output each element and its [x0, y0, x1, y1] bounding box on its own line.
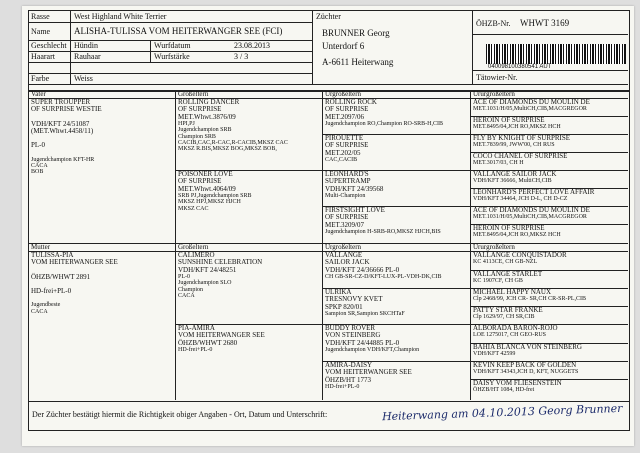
gg-grandparent-reg: MET.1031/H/05,MultiCH,CIB,MACGREGOR	[473, 214, 587, 221]
grandparent-line: MKSZ R.BIS,MKSZ BOG,MKSZ BOB,	[178, 146, 277, 153]
great-grandparent-line: VDH/KFT 24/36666 PL-0	[325, 265, 400, 274]
rasse-value: West Highland White Terrier	[74, 12, 167, 21]
great-grandparent-line: MET.2097/06	[325, 112, 364, 121]
chip-barcode	[486, 44, 626, 64]
zuechter-label: Züchter	[316, 12, 341, 21]
gg-grandparent-cell	[473, 325, 627, 343]
great-grandparent-line: CH GB-SR-CZ-D/KFT-LUX-PL-VDH-DK,CIB	[325, 274, 442, 281]
gg-grandparent-name: KEVIN KEEP BACK OF GOLDEN	[473, 362, 577, 369]
grandparent-line: Jugendchampion SLO	[178, 280, 232, 287]
grandparent-line: SUNSHINE CELEBRATION	[178, 258, 263, 267]
name-value: ALISHA-TULISSA VOM HEITERWANGER SEE (FCI)	[74, 26, 283, 36]
zuechter-name: BRUNNER Georg	[322, 28, 390, 38]
great-grandparent-line: Jugendchampion RO,Champion RO-SRB-H,CIB	[325, 121, 443, 128]
mother-line: HD-frei+PL-0	[31, 287, 72, 296]
great-grandparent-line: TRESNOVY KVET	[325, 295, 383, 304]
grandparent-line: HPI,PJ	[178, 121, 195, 128]
great-grandparent-line: HD-frei+PL-0	[325, 384, 360, 391]
gg-grandparent-reg: MET.8495/04,JCH RO,MKSZ HCH	[473, 124, 561, 131]
grandparent-line: PIA-AMIRA	[178, 325, 215, 332]
father-line: BOB	[31, 169, 44, 176]
grandparent-line: VDH/KFT 24/48251	[178, 265, 237, 274]
grandparent-line: SRB PJ,Jugendchampion SRB	[178, 193, 252, 200]
grandparent-cell	[178, 252, 320, 324]
gg-grandparent-cell	[473, 189, 627, 206]
gg-grandparent-name: HEROIN OF SURPRISE	[473, 117, 545, 124]
col-urgrosseltern-2: Urgroßeltern	[325, 243, 362, 251]
gg-grandparent-name: VALLANGE SAILOR JACK	[473, 171, 557, 178]
gg-grandparent-cell	[473, 135, 627, 152]
great-grandparent-line: MET.202/05	[325, 148, 361, 157]
gg-grandparent-reg: MET.7839/99, JWW'00, CH RUS	[473, 142, 555, 149]
mother-line: ÖHZB/WHWT 2891	[31, 272, 91, 281]
gg-grandparent-name: ALBORADA BARON-ROJO	[473, 325, 558, 332]
great-grandparent-cell	[325, 135, 469, 170]
great-grandparent-line: ROLLING ROCK	[325, 99, 377, 106]
mother-line: CACA	[31, 308, 48, 315]
grandparent-line: POISONER LOVE	[178, 171, 233, 178]
great-grandparent-line: AMIRA-DAISY	[325, 362, 373, 369]
father-line	[31, 135, 173, 142]
col-grosseltern-2: Großeltern	[178, 243, 209, 251]
great-grandparent-cell	[325, 207, 469, 243]
gg-grandparent-name: HEROIN OF SURPRISE	[473, 225, 545, 232]
father-cell	[31, 99, 173, 242]
grandparent-line: Champion SRB	[178, 133, 216, 140]
father-line	[31, 150, 173, 157]
mother-line: VOM HEITERWANGER SEE	[31, 258, 118, 267]
gg-grandparent-name: ACE OF DIAMONDS DU MOULIN DE	[473, 207, 590, 214]
gg-grandparent-cell	[473, 344, 627, 361]
farbe-label: Farbe	[31, 74, 50, 83]
mother-line: Jugendbeste	[31, 302, 61, 309]
col-ururgrosseltern: Ururgroßeltern	[473, 90, 515, 98]
col-ururgrosseltern-2: Ururgroßeltern	[473, 243, 515, 251]
great-grandparent-line: ÖHZB/HT 1773	[325, 375, 371, 384]
great-grandparent-line: ULRIKA	[325, 289, 352, 296]
gg-grandparent-reg: VDH/KFT 34464, JCH D-L, CH D-CZ	[473, 196, 568, 203]
grandparent-line: ROLLING DANCER	[178, 99, 240, 106]
great-grandparent-line: Multi-Champion	[325, 193, 366, 200]
great-grandparent-line: OF SURPRISE	[325, 213, 369, 222]
farbe-value: Weiss	[74, 74, 93, 83]
great-grandparent-cell	[325, 252, 469, 288]
gg-grandparent-reg: VDH/KFT 34343,JCH D, KFT, NUGGETS	[473, 369, 579, 376]
great-grandparent-cell	[325, 171, 469, 206]
gg-grandparent-reg: KC 1907CF, CH GB	[473, 278, 523, 285]
grandparent-line: HD-frei+PL-0	[178, 347, 213, 354]
pedigree-document	[22, 6, 634, 446]
oehzb-label: ÖHZB-Nr.	[476, 19, 511, 28]
gg-grandparent-name: LEONHARD'S PERFECT LOVE AFFAIR	[473, 189, 595, 196]
great-grandparent-line: Jugendchampion VDH/KFT,Champion	[325, 347, 420, 354]
gg-grandparent-name: PATTY STAR FRANKE	[473, 307, 543, 314]
great-grandparent-cell	[325, 325, 469, 361]
gg-grandparent-reg: MET.8495/04,JCH RO,MKSZ HCH	[473, 232, 561, 239]
haarart-value: Rauhaar	[74, 52, 101, 61]
gg-grandparent-cell	[473, 207, 627, 224]
father-line: Jugendchampion KFT-HR	[31, 156, 95, 163]
grandparent-line: VOM HEITERWANGER SEE	[178, 331, 265, 340]
gg-grandparent-cell	[473, 99, 627, 116]
gg-grandparent-cell	[473, 289, 627, 306]
great-grandparent-line: OF SURPRISE	[325, 141, 369, 150]
gg-grandparent-name: COCO CHANEL OF SURPRISE	[473, 153, 568, 160]
father-line: PL-0	[31, 141, 45, 150]
wurfdatum-label: Wurfdatum	[154, 41, 191, 50]
gg-grandparent-cell	[473, 117, 627, 134]
great-grandparent-line: OF SURPRISE	[325, 105, 369, 114]
grandparent-cell	[178, 99, 320, 170]
zuechter-street: Unterdorf 6	[322, 41, 365, 51]
gg-grandparent-reg: ÖHZB/HT 1084, HD-frei	[473, 387, 535, 394]
gg-grandparent-reg: MET.1031/H/05,MultiCH,CIB,MACGREGOR	[473, 106, 587, 113]
col-urgrosseltern: Urgroßeltern	[325, 90, 362, 98]
gg-grandparent-cell	[473, 271, 627, 288]
wurfstaerke-value: 3 / 3	[234, 52, 249, 61]
great-grandparent-line: VALLANGE	[325, 252, 363, 259]
gg-grandparent-reg: VDH/KFT 42599	[473, 351, 516, 358]
gg-grandparent-cell	[473, 362, 627, 379]
gg-grandparent-reg: LOE 1275017, CH GEO-RUS	[473, 332, 546, 339]
great-grandparent-line: PIROUETTE	[325, 135, 364, 142]
grandparent-line: MKSZ CAC	[178, 205, 209, 212]
grandparent-cell	[178, 325, 320, 399]
gg-grandparent-cell	[473, 307, 627, 324]
great-grandparent-line: SAILOR JACK	[325, 258, 370, 267]
grandparent-line: CACIB,CAC,R-CAC,R-CACIB,MKSZ CAC	[178, 139, 288, 146]
great-grandparent-line: VOM HEITERWANGER SEE	[325, 368, 412, 377]
col-mutter: Mutter	[31, 243, 51, 251]
great-grandparent-line: BUDDY ROVER	[325, 325, 376, 332]
father-line: VDH/KFT 24/51087	[31, 119, 90, 128]
mother-line: TULISSA-PIA	[31, 252, 74, 259]
oehzb-value: WHWT 3169	[520, 18, 570, 28]
grandparent-line: MKSZ HPJ,MKSZ HJCH	[178, 199, 241, 206]
grandparent-line: Champion	[178, 286, 203, 293]
gg-grandparent-reg: KC 4113CE, CH GB-NZL	[473, 259, 538, 266]
gg-grandparent-name: VALLANGE CONQUISTADOR	[473, 252, 567, 259]
great-grandparent-line: SPKP 820/01	[325, 302, 363, 311]
wurfdatum-value: 23.08.2013	[234, 41, 270, 50]
great-grandparent-line: FIRSTSIGHT LOVE	[325, 207, 385, 214]
col-vater: Vater	[31, 90, 46, 98]
grandparent-line: MET.Whwt.3876/09	[178, 112, 236, 121]
grandparent-line: PL-0	[178, 274, 190, 281]
father-line: OF SURPRISE WESTIE	[31, 105, 102, 114]
mother-line	[31, 295, 173, 302]
great-grandparent-line: CAC,CACIB	[325, 157, 358, 164]
gg-grandparent-reg: MET.3017/03, CH H	[473, 160, 524, 167]
gg-grandparent-cell	[473, 380, 627, 399]
great-grandparent-line: VDH/KFT 24/44885 PL-0	[325, 338, 400, 347]
signature: Heiterwang am 04.10.2013 Georg Brunner	[381, 401, 623, 424]
great-grandparent-line: VDH/KFT 24/39568	[325, 184, 384, 193]
grandparent-cell	[178, 171, 320, 243]
great-grandparent-cell	[325, 362, 469, 399]
gg-grandparent-name: FLY BY KNIGHT OF SURPRISE	[473, 135, 571, 142]
chip-number: 040098100380541 AUT	[488, 64, 552, 70]
name-label: Name	[31, 27, 51, 36]
col-grosseltern: Großeltern	[178, 90, 209, 98]
great-grandparent-line: SUPERTRAMP	[325, 177, 371, 186]
gg-grandparent-name: ACE OF DIAMONDS DU MOULIN DE	[473, 99, 590, 106]
gg-grandparent-reg: VDH/KFT 36666, MultiCH,CIB	[473, 178, 552, 185]
gg-grandparent-cell	[473, 252, 627, 270]
rasse-label: Rasse	[31, 12, 50, 21]
great-grandparent-line: LEONHARD'S	[325, 171, 369, 178]
gg-grandparent-cell	[473, 171, 627, 188]
gg-grandparent-name: DAISY VOM FLIESENSTEIN	[473, 380, 562, 387]
grandparent-line: CALIMERO	[178, 252, 215, 259]
grandparent-line: MET.Whwt.4064/09	[178, 184, 236, 193]
geschlecht-value: Hündin	[74, 41, 98, 50]
great-grandparent-line: MET.3209/07	[325, 220, 364, 229]
father-line: CACA	[31, 163, 48, 170]
gg-grandparent-reg: Clp 1629/97, CH SR,CIB	[473, 314, 535, 321]
grandparent-line: CACA	[178, 292, 195, 299]
zuechter-city: A-6611 Heiterwang	[322, 57, 394, 67]
gg-grandparent-reg: Clp 2468/99, JCH CR- SR,CH CR-SR-PL,CIB	[473, 296, 587, 303]
gg-grandparent-name: BAHIA BLANCA VON STEINBERG	[473, 344, 582, 351]
gg-grandparent-name: VALLANGE STARLET	[473, 271, 543, 278]
father-line: (MET.Whwt.4458/11)	[31, 127, 94, 136]
father-line: SUPER TROUPPER	[31, 99, 91, 106]
great-grandparent-line: VON STEINBERG	[325, 331, 381, 340]
great-grandparent-line: Jugendchampion H-SRB-RO,MKSZ HJCH,BIS	[325, 229, 441, 236]
geschlecht-label: Geschlecht	[31, 41, 67, 50]
taetowier-label: Tätowier-Nr.	[476, 73, 518, 82]
haarart-label: Haarart	[31, 52, 55, 61]
confirmation-text: Der Züchter bestätigt hiermit die Richtigkeit obiger Angaben - Ort, Datum und Unterschrift:	[32, 410, 328, 419]
gg-grandparent-name: MICHAEL HAPPY NAUX	[473, 289, 552, 296]
grandparent-line: OF SURPRISE	[178, 105, 222, 114]
mother-cell	[31, 252, 173, 398]
gg-grandparent-cell	[473, 153, 627, 170]
grandparent-line: Jugendchampion SRB	[178, 127, 232, 134]
wurfstaerke-label: Wurfstärke	[154, 52, 190, 61]
great-grandparent-line: Sampion SR,Sampion SKCHTaF	[325, 311, 405, 318]
grandparent-line: OF SURPRISE	[178, 177, 222, 186]
great-grandparent-cell	[325, 99, 469, 134]
gg-grandparent-cell	[473, 225, 627, 242]
grandparent-line: ÖHZB/WHWT 2680	[178, 338, 238, 347]
great-grandparent-cell	[325, 289, 469, 324]
